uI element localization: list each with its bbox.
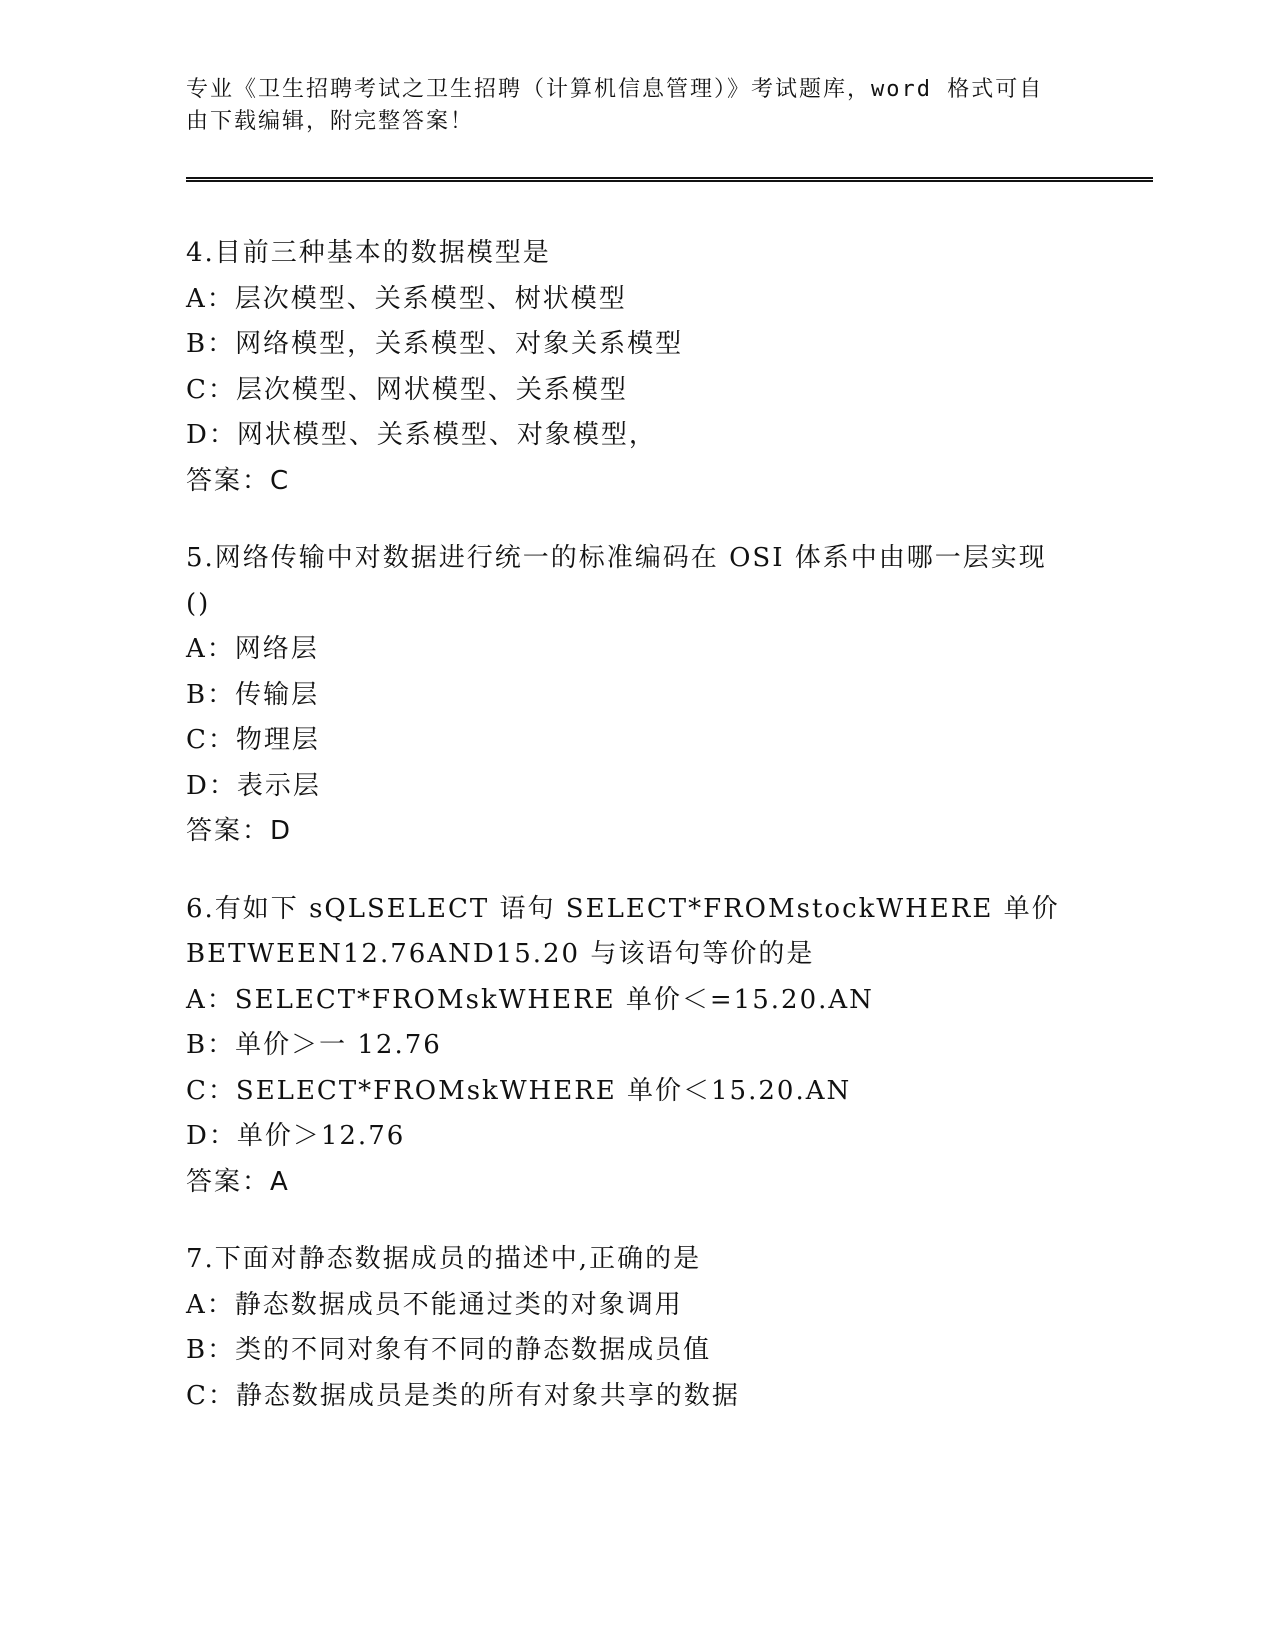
option-b: B：传输层 bbox=[186, 679, 320, 710]
question-stem-continued: BETWEEN12.76AND15.20 与该语句等价的是 bbox=[186, 939, 815, 969]
option-c: C：层次模型、网状模型、关系模型 bbox=[186, 374, 628, 405]
question-stem: 6.有如下 sQLSELECT 语句 SELECT*FROMstockWHERE 单价 bbox=[186, 893, 1060, 924]
option-b: B：类的不同对象有不同的静态数据成员值 bbox=[186, 1335, 712, 1365]
header-line-1: 专业《卫生招聘考试之卫生招聘（计算机信息管理）》考试题库，word 格式可自 bbox=[186, 77, 1044, 102]
option-a: A：SELECT*FROMskWHERE 单价＜=15.20.AN bbox=[186, 984, 874, 1015]
question-stem: 5.网络传输中对数据进行统一的标准编码在 OSI 体系中由哪一层实现 bbox=[186, 543, 1047, 573]
option-c: C：SELECT*FROMskWHERE 单价＜15.20.AN bbox=[186, 1075, 852, 1106]
option-b: B：单价＞一 12.76 bbox=[186, 1030, 442, 1060]
option-a: A：层次模型、关系模型、树状模型 bbox=[186, 283, 627, 314]
answer-label: 答案：C bbox=[186, 465, 291, 496]
answer-label: 答案：D bbox=[186, 816, 293, 846]
document-header bbox=[186, 74, 1076, 138]
question-stem: 4.目前三种基本的数据模型是 bbox=[186, 238, 551, 268]
question-stem: 7.下面对静态数据成员的描述中,正确的是 bbox=[186, 1244, 702, 1274]
question-stem-continued: () bbox=[186, 588, 211, 619]
question-list bbox=[186, 231, 1126, 1451]
question-7 bbox=[186, 1237, 1126, 1419]
option-d: D：单价＞12.76 bbox=[186, 1121, 406, 1151]
header-divider bbox=[186, 177, 1153, 182]
answer-label: 答案：A bbox=[186, 1166, 290, 1197]
option-b: B：网络模型，关系模型、对象关系模型 bbox=[186, 329, 684, 359]
header-line-2: 由下载编辑，附完整答案！ bbox=[186, 109, 475, 134]
question-5 bbox=[186, 536, 1126, 855]
question-6 bbox=[186, 887, 1126, 1206]
option-a: A：网络层 bbox=[186, 634, 319, 664]
option-a: A：静态数据成员不能通过类的对象调用 bbox=[186, 1289, 683, 1320]
option-d: D：表示层 bbox=[186, 770, 321, 801]
option-c: C：静态数据成员是类的所有对象共享的数据 bbox=[186, 1380, 740, 1411]
question-4 bbox=[186, 231, 1126, 504]
option-c: C：物理层 bbox=[186, 725, 320, 755]
option-d: D：网状模型、关系模型、对象模型， bbox=[186, 420, 657, 450]
